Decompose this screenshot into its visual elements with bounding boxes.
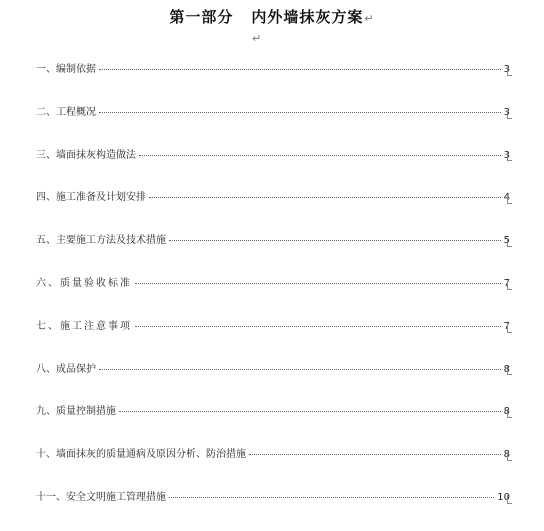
toc-dot-leader [119,411,501,412]
toc-entry-page: 8 [503,449,510,461]
toc-entry[interactable] [36,274,510,317]
paragraph-mark-icon: ↵ [252,32,262,45]
toc-dot-leader [135,326,501,327]
line-end-mark-icon [507,195,512,204]
toc-entry-page: 3 [503,64,510,75]
toc-entry-page: 3 [503,106,510,118]
toc-entry[interactable] [36,402,510,445]
line-end-mark-icon [507,110,512,119]
toc-entry-page: 7 [503,320,510,332]
line-end-mark-icon [507,281,512,290]
line-end-mark-icon [507,152,512,161]
toc-entry[interactable] [36,231,510,274]
toc-entry[interactable] [36,60,510,103]
line-end-mark-icon [507,366,512,375]
toc-entry-page: 5 [503,235,510,247]
line-end-mark-icon [507,67,512,76]
toc-entry-label: 八、成品保护 [36,363,96,375]
toc-entry-page: 8 [503,406,510,418]
title-text: 内外墙抹灰方案 [251,8,364,26]
line-end-mark-icon [507,452,512,461]
toc-entry-page: 7 [503,277,510,289]
toc-entry-label: 十、墙面抹灰的质量通病及原因分析、防治措施 [36,449,246,461]
line-end-mark-icon [507,409,512,418]
toc-entry-page: 10 [497,491,510,503]
toc-entry-label: 二、工程概况 [36,106,96,118]
line-end-mark-icon [507,238,512,247]
toc-entry-page: 3 [503,149,510,161]
table-of-contents [36,60,510,531]
toc-entry[interactable] [36,488,510,531]
line-end-mark-icon [507,324,512,333]
toc-dot-leader [149,197,501,198]
toc-entry[interactable] [36,103,510,146]
toc-dot-leader [169,240,501,241]
toc-entry[interactable] [36,188,510,231]
toc-dot-leader [139,155,501,156]
toc-dot-leader [249,454,501,455]
paragraph-mark-icon: ↵ [364,12,375,25]
toc-dot-leader [99,112,501,113]
toc-entry-page: 4 [503,192,510,204]
document-title [0,6,544,27]
toc-entry[interactable] [36,317,510,360]
toc-entry-label: 六、质量验收标准 [36,277,132,289]
title-part: 第一部分 [169,8,234,26]
toc-entry-label: 十一、安全文明施工管理措施 [36,491,166,503]
line-end-mark-icon [507,495,512,504]
toc-entry[interactable] [36,146,510,189]
toc-entry-label: 七、施工注意事项 [36,320,132,332]
toc-dot-leader [99,369,501,370]
toc-entry-page: 8 [503,363,510,375]
toc-dot-leader [169,497,494,498]
toc-entry[interactable] [36,360,510,403]
toc-entry-label: 三、墙面抹灰构造做法 [36,149,136,161]
toc-entry-label: 九、质量控制措施 [36,406,116,418]
toc-entry[interactable] [36,445,510,488]
toc-entry-label: 一、编制依据 [36,64,96,75]
toc-dot-leader [135,283,501,284]
toc-entry-label: 五、主要施工方法及技术措施 [36,235,166,247]
toc-entry-label: 四、施工准备及计划安排 [36,192,146,204]
toc-dot-leader [99,69,501,70]
